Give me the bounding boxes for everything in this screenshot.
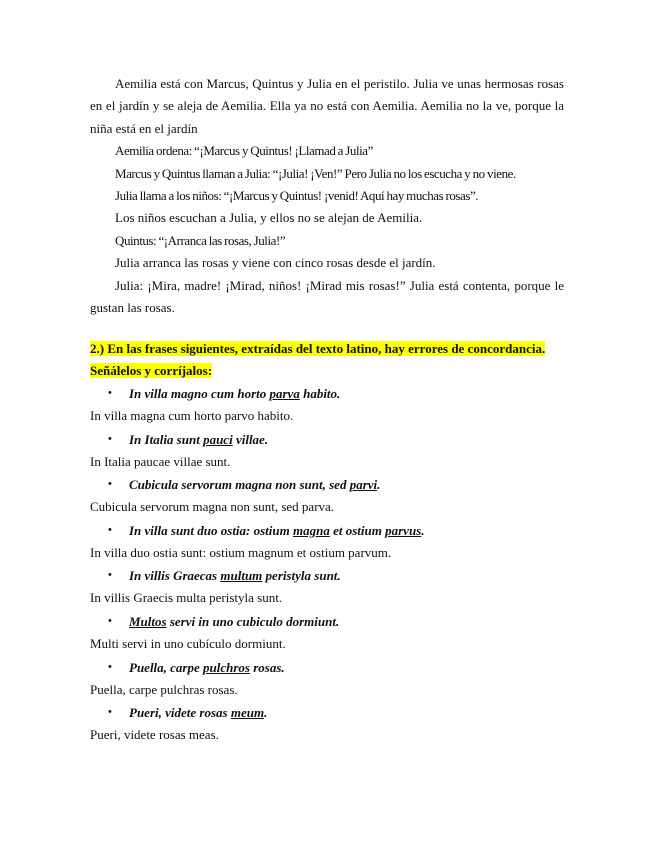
- exercise-heading-line1: 2.) En las frases siguientes, extraídas del texto latino, hay errores de concordancia.: [90, 341, 546, 356]
- exercise-item: [90, 519, 564, 565]
- bullet-icon: •: [108, 706, 112, 719]
- story-paragraph-final-line1: Julia: ¡Mira, madre! ¡Mirad, niños! ¡Mirad mis rosas!” Julia está contenta, porque le: [115, 277, 564, 293]
- sentence-text: Cubicula servorum magna non sunt, sed: [129, 477, 350, 493]
- latin-sentence: [90, 564, 564, 587]
- story-paragraph: Marcus y Quintus llaman a Julia: “¡Julia! ¡Ven!” Pero Julia no los escucha y no viene.: [115, 165, 516, 181]
- sentence-text: rosas.: [249, 659, 285, 675]
- sentence-text: In villa magno cum horto: [129, 386, 270, 401]
- latin-sentence: [90, 656, 564, 679]
- story-paragraph-final-line2: gustan las rosas.: [90, 300, 175, 316]
- error-word: pauci: [203, 431, 233, 447]
- corrected-sentence: In Italia paucae villae sunt.: [90, 453, 231, 469]
- exercise-item: [90, 656, 564, 702]
- story-paragraph: Julia llama a los niños: “¡Marcus y Quintus! ¡venid! Aquí hay muchas rosas”.: [115, 188, 479, 204]
- story-paragraph: Aemilia está con Marcus, Quintus y Julia en el peristilo. Julia ve unas hermosas rosas en el jardín y se aleja de Aemilia. Ella ya no está con Aemilia. Aemilia no la ve, porque la niña está en el jardín: [90, 76, 564, 136]
- sentence-text: .: [421, 522, 425, 538]
- corrected-sentence: Multi servi in uno cubículo dormiunt.: [90, 635, 286, 651]
- bullet-icon: •: [108, 478, 112, 491]
- exercise-item: [90, 610, 564, 656]
- bullet-icon: •: [108, 387, 112, 399]
- latin-sentence: [90, 473, 564, 496]
- sentence-text: peristyla sunt.: [262, 568, 341, 584]
- corrected-sentence: Pueri, videte rosas meas.: [90, 727, 219, 743]
- sentence-text: In villa sunt duo ostia: ostium: [129, 522, 293, 538]
- corrected-sentence: In villa magna cum horto parvo habito.: [90, 408, 294, 423]
- error-word: parvi: [349, 477, 378, 493]
- bullet-icon: •: [108, 660, 112, 673]
- exercise-heading: [90, 338, 564, 382]
- sentence-text: .: [264, 705, 268, 721]
- sentence-text: Pueri, videte rosas: [129, 705, 231, 721]
- latin-sentence: [90, 382, 564, 405]
- error-word: meum: [230, 705, 265, 721]
- bullet-icon: •: [108, 432, 112, 445]
- exercise-item: [90, 701, 564, 747]
- story-paragraph: Los niños escuchan a Julia, y ellos no se alejan de Aemilia.: [115, 210, 423, 226]
- error-word: multum: [220, 568, 263, 584]
- exercise-items: [90, 382, 564, 747]
- latin-sentence: [90, 610, 564, 633]
- sentence-text: In villis Graecas: [129, 568, 221, 584]
- error-word: parva: [269, 386, 300, 401]
- latin-sentence: [90, 428, 564, 451]
- corrected-sentence: Cubicula servorum magna non sunt, sed parva.: [90, 499, 335, 515]
- sentence-text: In Italia sunt: [129, 431, 204, 447]
- exercise-item: [90, 382, 564, 428]
- error-word: magna: [293, 522, 330, 538]
- latin-sentence: [90, 519, 564, 542]
- sentence-text: villae.: [232, 431, 269, 447]
- error-word: parvus: [385, 522, 422, 538]
- story-paragraph: Julia arranca las rosas y viene con cinco rosas desde el jardín.: [115, 255, 436, 271]
- sentence-text: servi in uno cubiculo dormiunt.: [166, 613, 340, 629]
- sentence-text: et ostium: [329, 522, 386, 538]
- story-paragraph: Aemilia ordena: “¡Marcus y Quintus! ¡Llamad a Julia”: [115, 143, 373, 159]
- bullet-icon: •: [108, 569, 112, 582]
- sentence-text: .: [377, 477, 381, 493]
- bullet-icon: •: [108, 614, 112, 627]
- corrected-sentence: In villa duo ostia sunt: ostium magnum et ostium parvum.: [90, 544, 392, 560]
- exercise-item: [90, 473, 564, 519]
- story-text: [90, 73, 564, 319]
- exercise-section: [90, 338, 564, 747]
- sentence-text: habito.: [299, 386, 341, 401]
- exercise-item: [90, 564, 564, 610]
- error-word: Multos: [129, 613, 167, 629]
- latin-sentence: [90, 701, 564, 724]
- bullet-icon: •: [108, 523, 112, 536]
- exercise-item: [90, 428, 564, 474]
- corrected-sentence: In villis Graecis multa peristyla sunt.: [90, 590, 283, 606]
- error-word: pulchros: [203, 659, 250, 675]
- exercise-heading-line2: Señálelos y corríjalos:: [90, 363, 213, 378]
- story-paragraph: Quintus: “¡Arranca las rosas, Julia!”: [115, 232, 286, 248]
- corrected-sentence: Puella, carpe pulchras rosas.: [90, 681, 238, 697]
- sentence-text: Puella, carpe: [129, 659, 204, 675]
